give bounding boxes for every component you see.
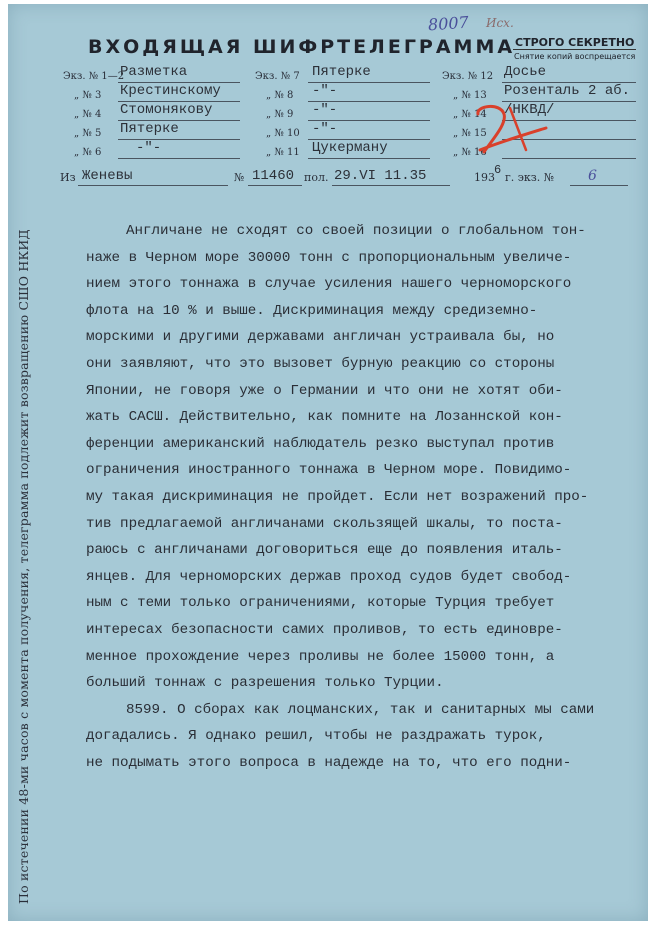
number-label: № [234, 171, 245, 184]
copy-label: Экз. № 12 [442, 71, 494, 82]
year-suffix: 6 [494, 163, 502, 177]
copy-label: „ № 14 [453, 109, 487, 120]
handwritten-number: 8007 [427, 12, 470, 35]
copy-label: „ № 9 [266, 109, 294, 120]
distribution-row [8, 123, 648, 141]
copy-prohibited-note: Снятие копий воспрещается [514, 52, 636, 61]
distribution-row [8, 142, 648, 160]
body-paragraph: 8599. О сборах как лоцманских, так и санитарных мы сами догадались. Я однако решил, чтобы не раздражать турок, не подымать этого вопроса в надежде на то, что его подни- [86, 701, 595, 771]
copy-label: „ № 11 [266, 147, 300, 158]
copy-label: „ № 16 [453, 147, 487, 158]
recipient: Стомонякову [120, 102, 213, 118]
recipient: -"- [136, 140, 162, 156]
year-prefix: 193 [474, 171, 495, 184]
body-paragraph: Англичане не сходят со своей позиции о глобальном тон- наже в Черном море 30000 тонн с пропорциональным увеличе- нием этого тоннажа в случае усиления нашего черноморского флота на 10 % и выше. Дискриминация между средиземно- морскими и другими державами англичан устраивала бы, но они заявляют, что это вызовет бурную реакцию со стороны Японии, не говоря уже о Германии и что они не хотят оби- жать САСШ. Действительно, как помните на Лозаннской кон- ференции американский наблюдатель резко выступал против ограничения иностранного тоннажа в Черном море. Повидимо- му такая дискриминация не пройдет. Если нет возражений про- тив предлагаемой англичанами скользящей шкалы, то поста- раюсь с англичанами договориться еще до появления италь- янцев. Для черноморских держав проход судов будет свобод- ным с теми только ограничениями, которые Турция требует интересах безопасности самих проливов, то есть единовре- менное прохождение через проливы не более 15000 тонн, а больший тоннаж с разрешения только Турции. [86, 223, 589, 692]
recipient: -"- [312, 83, 338, 99]
recipient: Разметка [120, 64, 188, 80]
recipient: /НКВД/ [504, 102, 555, 118]
document-title: ВХОДЯЩАЯ ШИФРТЕЛЕГРАММА [88, 36, 516, 58]
distribution-row [8, 104, 648, 122]
recipient: Досье [504, 64, 547, 80]
copy-label: „ № 15 [453, 128, 487, 139]
copy-number: 6 [588, 168, 597, 184]
received-label: пол. [304, 171, 329, 184]
origin-city: Женевы [82, 168, 133, 184]
secrecy-block [513, 36, 636, 61]
entry-line [570, 185, 628, 186]
copy-label: „ № 8 [266, 90, 294, 101]
recipient: -"- [312, 121, 338, 137]
from-label: Из [60, 171, 76, 184]
year-copy-label: г. экз. № [505, 171, 555, 184]
copy-label: „ № 10 [266, 128, 300, 139]
entry-line [332, 185, 450, 186]
recipient: Цукерману [312, 140, 388, 156]
copy-label: „ № 13 [453, 90, 487, 101]
copy-label: Экз. № 1—2 [63, 71, 125, 82]
recipient: Пятерке [312, 64, 371, 80]
red-pencil-mark [470, 100, 550, 160]
distribution-row [8, 85, 648, 103]
telegram-meta [8, 163, 648, 189]
recipient: -"- [312, 102, 338, 118]
handwritten-note: Исх. [486, 16, 514, 30]
telegram-number: 11460 [252, 168, 295, 184]
copy-label: „ № 3 [74, 90, 102, 101]
secrecy-label: СТРОГО СЕКРЕТНО [515, 36, 635, 49]
recipient: Пятерке [120, 121, 179, 137]
copy-label: „ № 6 [74, 147, 102, 158]
copy-label: Экз. № 7 [255, 71, 300, 82]
entry-line [78, 185, 228, 186]
entry-line [248, 185, 302, 186]
copy-label: „ № 5 [74, 128, 102, 139]
received-datetime: 29.VI 11.35 [334, 168, 427, 184]
telegram-body [86, 218, 641, 776]
recipient: Розенталь 2 аб. [504, 83, 631, 99]
return-notice: По истечении 48-ми часов с момента получения, телеграмма подлежит возвращению СШО НКИД [16, 229, 31, 904]
distribution-row [8, 66, 648, 84]
recipient: Крестинскому [120, 83, 221, 99]
telegram-sheet [8, 4, 648, 921]
copy-label: „ № 4 [74, 109, 102, 120]
